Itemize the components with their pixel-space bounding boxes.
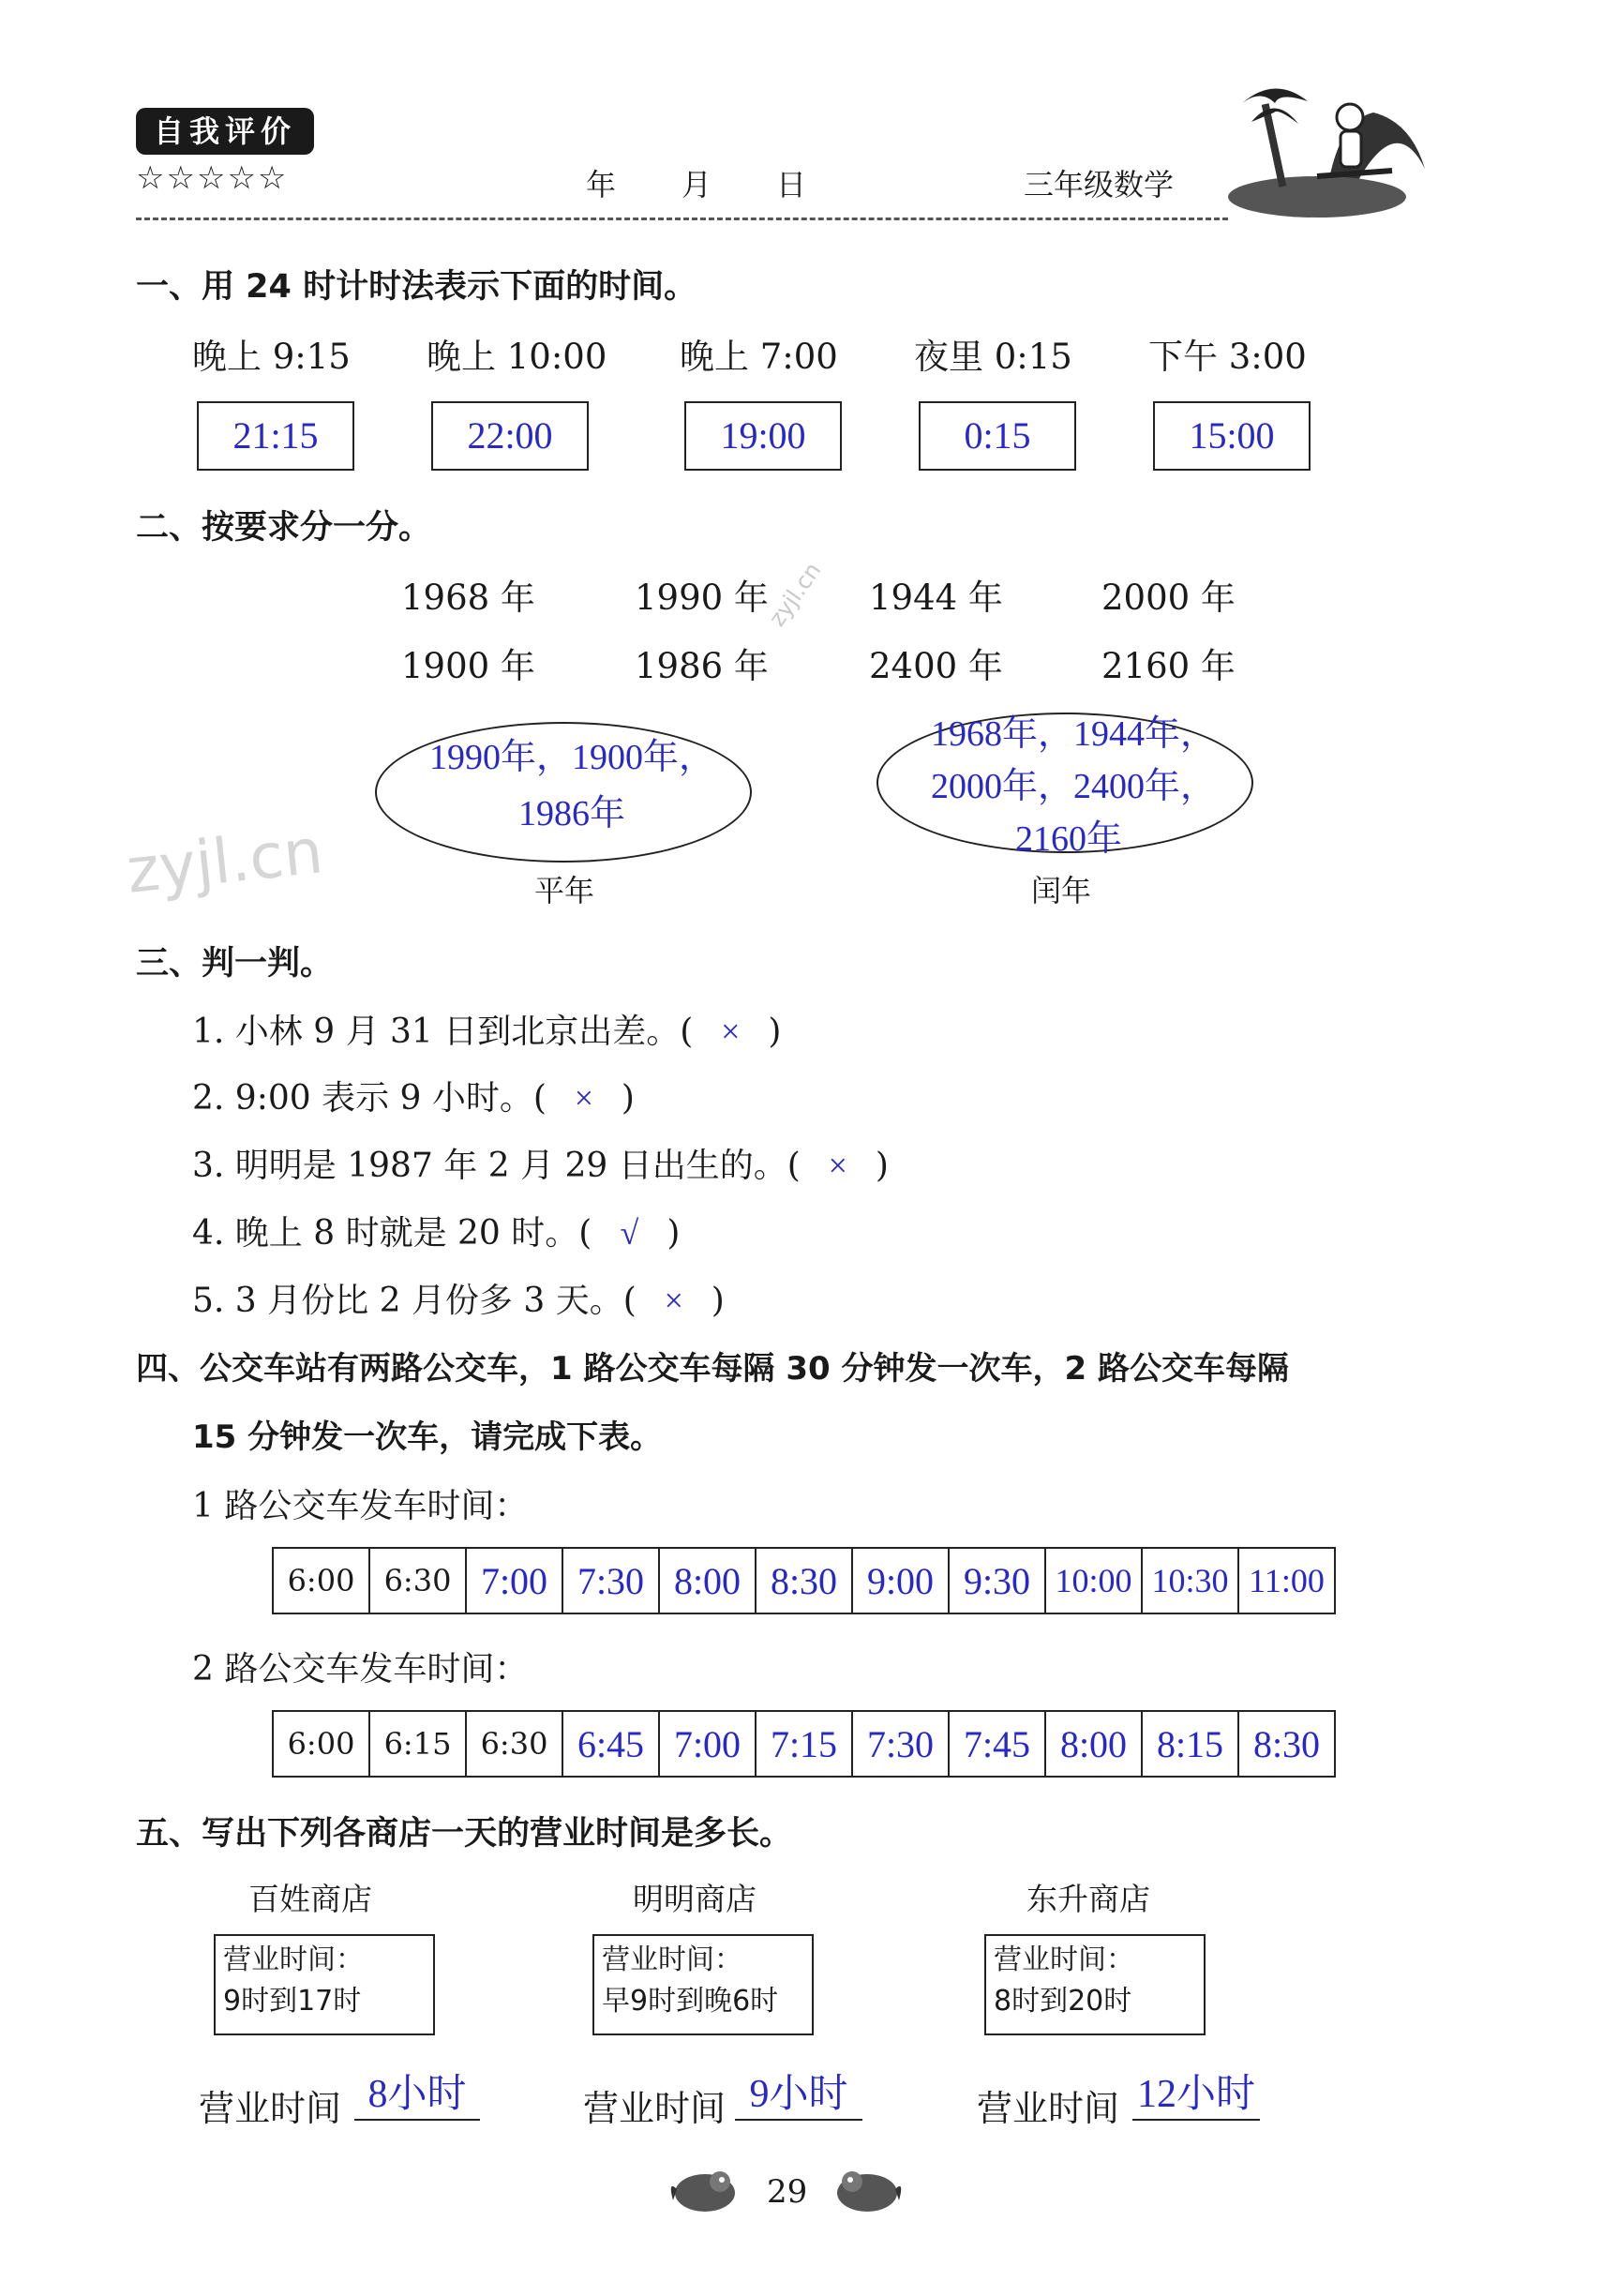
bus1-label: 1 路公交车发车时间： xyxy=(192,1487,529,1525)
shop-name-1: 百姓商店 xyxy=(248,1881,372,1917)
date-year-label: 年 xyxy=(586,167,617,203)
date-month-label: 月 xyxy=(682,167,712,203)
time-label-5: 下午 3:00 xyxy=(1148,337,1307,377)
given-time-cell: 6:00 xyxy=(273,1711,369,1777)
header-divider xyxy=(136,218,1228,220)
filled-time-cell: 9:30 xyxy=(949,1548,1045,1613)
section2-title: 二、按要求分一分。 xyxy=(136,509,432,547)
answer-box-3: 19:00 xyxy=(684,401,842,471)
rating-stars: ☆☆☆☆☆ xyxy=(136,159,289,197)
shop-box-line: 8时到20时 xyxy=(994,1985,1132,2018)
judge-item-1 xyxy=(192,1005,781,1053)
judge-item-3 xyxy=(192,1139,889,1187)
given-time-cell: 6:30 xyxy=(466,1711,562,1777)
year-item: 2000 年 xyxy=(1101,578,1236,618)
filled-time-cell: 10:30 xyxy=(1142,1548,1238,1613)
answer-box-5: 15:00 xyxy=(1153,401,1311,471)
judge-close: ) xyxy=(768,1013,782,1051)
judge-close: ) xyxy=(621,1079,635,1118)
judge-item-4 xyxy=(192,1207,680,1254)
shop-box-line: 营业时间： xyxy=(223,1943,364,1976)
judge-item-text: 3. 明明是 1987 年 2 月 29 日出生的。( xyxy=(192,1147,801,1185)
time-label-1: 晚上 9:15 xyxy=(192,337,351,377)
leap-year-answer-line3: 2160年 xyxy=(1014,819,1122,859)
common-year-label: 平年 xyxy=(534,873,595,908)
bus2-row xyxy=(273,1711,1335,1777)
judge-answer: × xyxy=(828,1147,847,1184)
leap-year-answer-line1: 1968年，1944年， xyxy=(930,714,1216,754)
year-item: 1968 年 xyxy=(401,578,535,618)
given-time-cell: 6:15 xyxy=(369,1711,466,1777)
filled-time-cell: 7:30 xyxy=(852,1711,949,1777)
year-item: 2400 年 xyxy=(869,646,1003,686)
given-time-cell: 6:00 xyxy=(273,1548,369,1613)
time-label-4: 夜里 0:15 xyxy=(914,337,1072,377)
judge-answer: × xyxy=(664,1282,683,1319)
filled-time-cell: 8:30 xyxy=(756,1548,852,1613)
bus2-label: 2 路公交车发车时间： xyxy=(192,1650,529,1688)
date-day-label: 日 xyxy=(776,167,807,203)
page-number: 29 xyxy=(767,2173,808,2211)
filled-time-cell: 7:00 xyxy=(659,1711,756,1777)
watermark: zyjl.cn xyxy=(763,557,827,632)
year-item: 1900 年 xyxy=(401,646,535,686)
self-evaluation-badge: 自我评价 xyxy=(136,108,314,155)
answer-box-1: 21:15 xyxy=(197,401,354,471)
section5-title: 五、写出下列各商店一天的营业时间是多长。 xyxy=(136,1815,793,1853)
judge-item-text: 5. 3 月份比 2 月份多 3 天。( xyxy=(192,1282,637,1320)
bus1-timetable xyxy=(272,1547,1336,1614)
filled-time-cell: 11:00 xyxy=(1238,1548,1335,1613)
bus1-row xyxy=(273,1548,1335,1613)
year-item: 1944 年 xyxy=(869,578,1003,618)
time-label-2: 晚上 10:00 xyxy=(427,337,607,377)
judge-item-text: 2. 9:00 表示 9 小时。( xyxy=(192,1079,547,1118)
shop-box-line: 营业时间： xyxy=(602,1943,742,1976)
shop-box-line: 早9时到晚6时 xyxy=(602,1985,779,2018)
shop-hours-box-2 xyxy=(592,1934,814,2035)
judge-item-5 xyxy=(192,1274,725,1322)
judge-item-2 xyxy=(192,1072,635,1119)
leap-year-answer-line2: 2000年，2400年， xyxy=(930,767,1216,806)
filled-time-cell: 8:30 xyxy=(1238,1711,1335,1777)
watermark: zyjl.cn xyxy=(123,815,326,908)
year-item: 2160 年 xyxy=(1101,646,1236,686)
business-hours-answer-1: 8小时 xyxy=(354,2063,480,2121)
common-year-answer-line1: 1990年，1900年， xyxy=(428,738,714,777)
judge-answer: × xyxy=(721,1013,741,1050)
grade-subject-label: 三年级数学 xyxy=(1024,167,1175,203)
shop-name-2: 明明商店 xyxy=(633,1881,757,1917)
year-item: 1990 年 xyxy=(635,578,769,618)
judge-item-text: 4. 晚上 8 时就是 20 时。( xyxy=(192,1214,592,1253)
filled-time-cell: 7:45 xyxy=(949,1711,1045,1777)
filled-time-cell: 8:15 xyxy=(1142,1711,1238,1777)
business-hours-prefix-3: 营业时间 xyxy=(977,2088,1120,2129)
filled-time-cell: 8:00 xyxy=(1045,1711,1142,1777)
filled-time-cell: 10:00 xyxy=(1045,1548,1142,1613)
judge-close: ) xyxy=(711,1282,725,1320)
shop-name-3: 东升商店 xyxy=(1026,1881,1150,1917)
filled-time-cell: 6:45 xyxy=(562,1711,659,1777)
section4-title-line1: 四、公交车站有两路公交车，1 路公交车每隔 30 分钟发一次车，2 路公交车每隔 xyxy=(136,1350,1289,1388)
bird-left-icon xyxy=(667,2161,742,2217)
business-hours-prefix-2: 营业时间 xyxy=(583,2088,727,2129)
filled-time-cell: 7:15 xyxy=(756,1711,852,1777)
filled-time-cell: 7:00 xyxy=(466,1548,562,1613)
shop-box-line: 9时到17时 xyxy=(223,1985,362,2018)
time-label-3: 晚上 7:00 xyxy=(680,337,838,377)
surfing-boy-palm-icon xyxy=(1205,66,1430,225)
answer-box-2: 22:00 xyxy=(431,401,589,471)
business-hours-answer-2: 9小时 xyxy=(735,2063,862,2121)
bird-right-icon xyxy=(830,2161,905,2217)
section1-title: 一、用 24 时计时法表示下面的时间。 xyxy=(136,268,697,306)
section4-title-line2: 15 分钟发一次车，请完成下表。 xyxy=(192,1418,663,1456)
business-hours-prefix-1: 营业时间 xyxy=(199,2088,342,2129)
business-hours-answer-3: 12小时 xyxy=(1132,2063,1260,2121)
shop-hours-box-3 xyxy=(984,1934,1206,2035)
leap-year-label: 闰年 xyxy=(1031,873,1092,908)
filled-time-cell: 7:30 xyxy=(562,1548,659,1613)
judge-item-text: 1. 小林 9 月 31 日到北京出差。( xyxy=(192,1013,694,1051)
judge-answer: √ xyxy=(620,1214,639,1252)
judge-answer: × xyxy=(574,1079,594,1117)
judge-close: ) xyxy=(875,1147,889,1185)
filled-time-cell: 9:00 xyxy=(852,1548,949,1613)
year-item: 1986 年 xyxy=(635,646,769,686)
section3-title: 三、判一判。 xyxy=(136,945,334,983)
answer-box-4: 0:15 xyxy=(919,401,1076,471)
filled-time-cell: 8:00 xyxy=(659,1548,756,1613)
judge-close: ) xyxy=(667,1214,681,1253)
shop-hours-box-1 xyxy=(214,1934,435,2035)
given-time-cell: 6:30 xyxy=(369,1548,466,1613)
bus2-timetable xyxy=(272,1710,1336,1778)
shop-box-line: 营业时间： xyxy=(994,1943,1134,1976)
common-year-answer-line2: 1986年 xyxy=(517,794,625,833)
